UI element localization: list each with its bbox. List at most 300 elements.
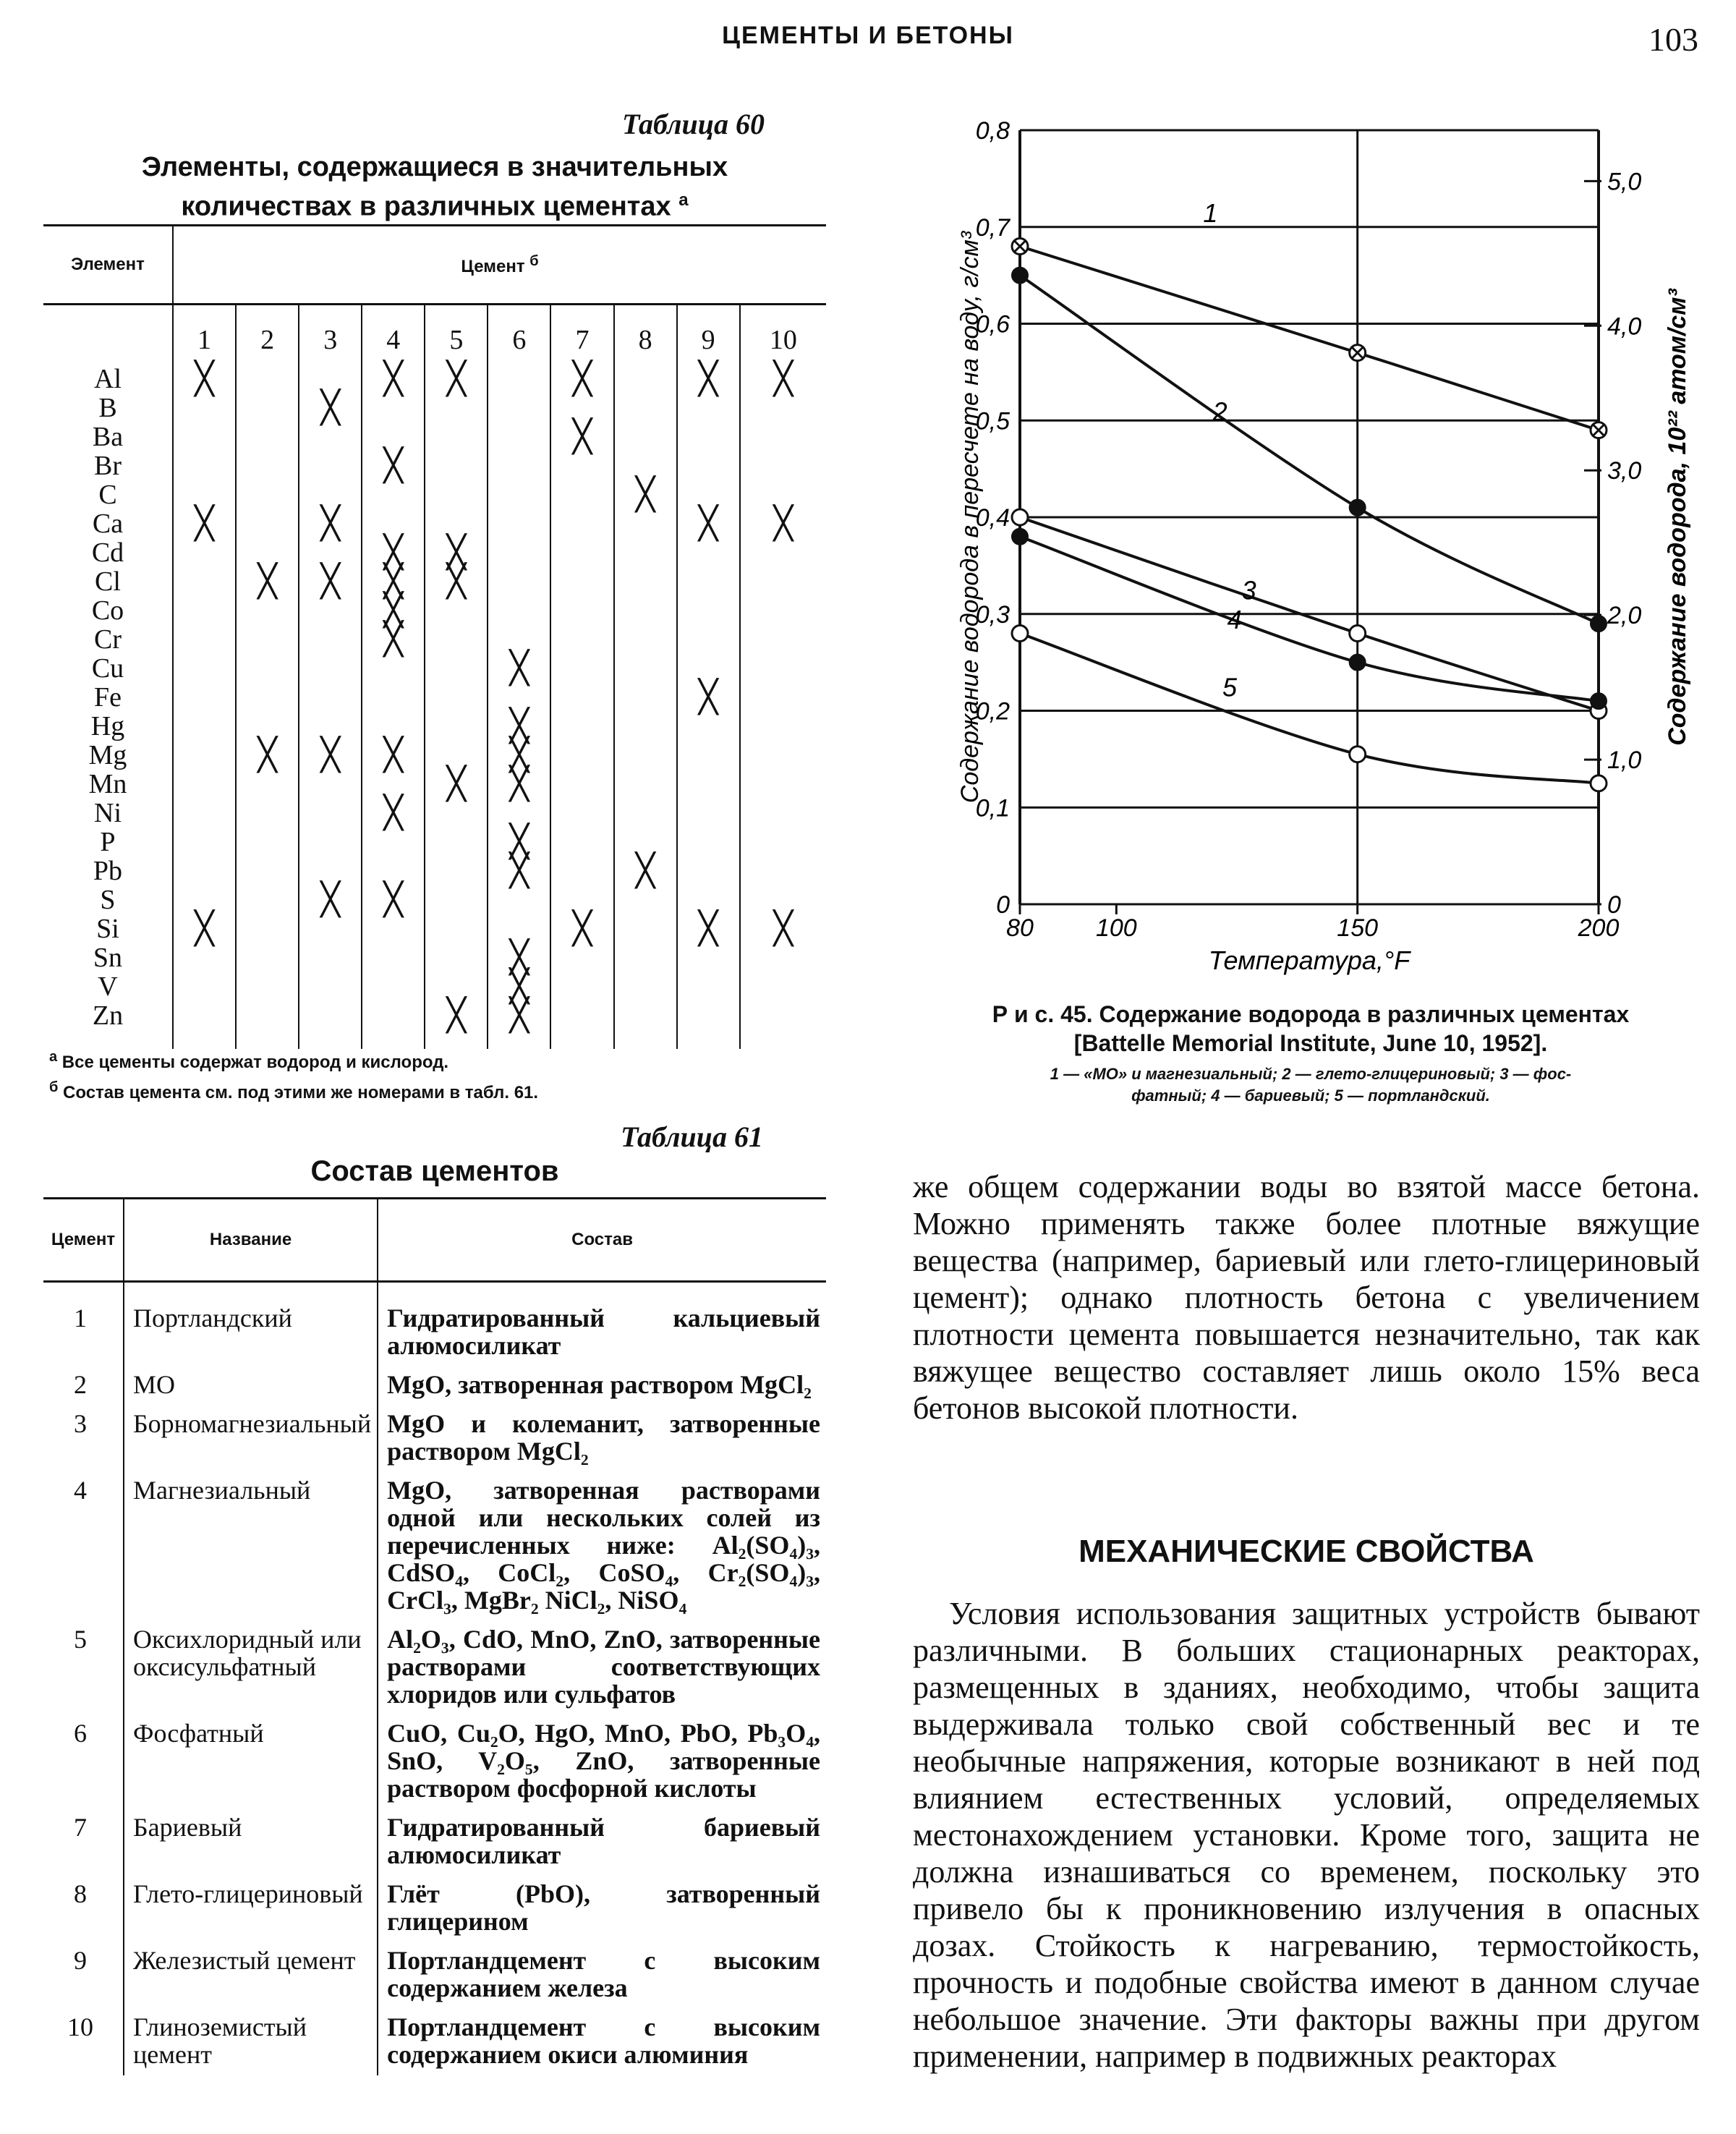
table60-row (43, 509, 826, 538)
table61-cell-num: 4 (74, 1476, 87, 1505)
cross-mark-icon: ╳ (773, 505, 793, 542)
table60-cell (299, 736, 362, 773)
table60-title-line2-wrap (43, 184, 826, 224)
table60-cell (677, 451, 740, 480)
table60-cell (488, 509, 550, 538)
table60-cell (614, 625, 677, 654)
table60-element-symbol: V (98, 972, 118, 1002)
cross-mark-icon: ╳ (258, 736, 277, 773)
x-tick-label: 80 (1006, 914, 1034, 942)
table60-cell (677, 972, 740, 1001)
cross-mark-icon: ╳ (635, 852, 655, 889)
table60-cell (740, 770, 826, 799)
cross-mark-icon: ╳ (773, 910, 793, 947)
table61-cell-num: 3 (74, 1409, 87, 1438)
y2-tick-label: 4,0 (1607, 313, 1642, 341)
table60-row (43, 856, 826, 885)
table60-cell (236, 828, 299, 856)
table60-cell (299, 881, 362, 918)
table61-cell-num: 10 (67, 2012, 93, 2041)
table60-cell (173, 799, 236, 828)
footnote-a-mark: а (49, 1049, 58, 1065)
cross-mark-icon: ╳ (572, 910, 592, 947)
cross-mark-icon: ╳ (383, 360, 404, 397)
table60-cell (425, 856, 488, 885)
table60-cell (362, 794, 425, 831)
data-point-open (1012, 509, 1028, 525)
table60-cell (550, 712, 613, 741)
table61-cell-comp: Глёт (PbO), затворенный глицерином (378, 1876, 826, 1942)
table60-cell (362, 914, 425, 943)
body-paragraph-2: Условия использования защитных устройств бывают различными. В больших стационарных реакторах, размещенных в зданиях, необходимо, чтобы защита выдерживала только свой собственный вес и те необычные напряжения, которые возникают в ней под влиянием естественных условий, определяемых местонахождением установки. Кроме того, защита не должна изнашиваться со временем, поскольку это привело бы к проникновению излучения в опасных дозах. Стойкость к нагреванию, термостойкость, прочность и подобные свойства имеют в данном случае небольшое значение. Эти факторы важны при другом применении, например в подвижных реакторах (913, 1596, 1700, 2074)
table61-cell-comp: CuO, Cu₂O, HgO, MnO, PbO, Pb₃O₄, SnO, V₂O₅, ZnO, затворенные раствором фосфорной кислоты (378, 1715, 826, 1809)
y-tick-label: 0,3 (975, 600, 1010, 629)
table60-cell (614, 914, 677, 943)
table60-row (43, 538, 826, 567)
table60-cell (236, 914, 299, 943)
table60-cell (740, 943, 826, 972)
table60-cell (550, 480, 613, 509)
table60-cell (550, 538, 613, 567)
table60-cell (740, 910, 826, 947)
table61-cell-comp: Гидратированный бариевый алюмосиликат (378, 1809, 826, 1876)
table60-row (43, 828, 826, 856)
table60-cell (299, 943, 362, 972)
table60-cell (236, 770, 299, 799)
table60-cell (677, 828, 740, 856)
cross-mark-icon: ╳ (258, 563, 277, 600)
table60-cell (299, 563, 362, 600)
table60-cell (740, 360, 826, 397)
table61-cell-name: Фосфатный (124, 1715, 378, 1809)
cross-mark-icon: ╳ (383, 736, 404, 773)
table61-cell-comp: Портландцемент с высоким содержанием железа (378, 1942, 826, 2009)
table60-cell (299, 914, 362, 943)
running-head: ЦЕМЕНТЫ И БЕТОНЫ (722, 22, 1014, 49)
table60-cell (173, 910, 236, 947)
table60-cell (236, 365, 299, 394)
table60-cell (362, 828, 425, 856)
table60-cell (236, 509, 299, 538)
figure-caption-line2: [Battelle Memorial Institute, June 10, 1952]. (1073, 1030, 1548, 1056)
table60-row (43, 770, 826, 799)
table60-cement-number: 7 (550, 305, 613, 365)
cross-mark-icon: ╳ (383, 592, 404, 629)
table60-cell (236, 394, 299, 422)
footnote-b-mark: б (49, 1079, 59, 1095)
table60-cell (614, 943, 677, 972)
table60-cell (614, 567, 677, 596)
table60-cell (425, 451, 488, 480)
table60-cell (550, 418, 613, 455)
series-label: 4 (1227, 604, 1242, 634)
y-tick-label: 0,2 (975, 697, 1010, 726)
table61-cell-num: 6 (74, 1719, 87, 1748)
table60-cell (740, 422, 826, 451)
table61-header-comp: Состав (378, 1199, 826, 1282)
table60-cell (425, 765, 488, 802)
table60-cell (740, 741, 826, 770)
table60-cell (677, 910, 740, 947)
cross-mark-icon: ╳ (320, 881, 340, 918)
table60-cell (236, 596, 299, 625)
table60-cell (362, 654, 425, 683)
table60-number-row (43, 305, 826, 365)
table60-cell (740, 505, 826, 542)
table60-header-cement (173, 226, 826, 305)
table60-cell (299, 422, 362, 451)
table60-cell (362, 683, 425, 712)
table60-cell (173, 856, 236, 885)
table61-cell-name: Оксихлоридный или оксисульфатный (124, 1621, 378, 1715)
table60-cell (488, 997, 550, 1034)
table60-title-note: а (678, 190, 689, 210)
table60-cell (550, 741, 613, 770)
table60-cement-number: 10 (740, 305, 826, 365)
table60-cell (425, 712, 488, 741)
table60-cell (425, 914, 488, 943)
table60-row (43, 683, 826, 712)
cross-mark-icon: ╳ (773, 360, 793, 397)
table60-cell (614, 712, 677, 741)
table60-caption: Таблица 60 (622, 108, 765, 140)
table60-cell (236, 563, 299, 600)
table60-cell (677, 799, 740, 828)
table61-cell-name: МО (124, 1366, 378, 1406)
table60-cell (677, 422, 740, 451)
cross-mark-icon: ╳ (383, 621, 404, 658)
cross-mark-icon: ╳ (446, 534, 467, 571)
table60-cell (173, 538, 236, 567)
table60-element-symbol: Co (91, 595, 124, 626)
y-tick-label: 0,4 (975, 504, 1010, 532)
table60-cell (299, 1001, 362, 1030)
cross-mark-icon: ╳ (509, 736, 529, 773)
cross-mark-icon: ╳ (446, 360, 467, 397)
table60-cell (488, 538, 550, 567)
table60-cell (299, 596, 362, 625)
table60-cell (299, 389, 362, 426)
table60-cell (677, 770, 740, 799)
table60-cell (173, 505, 236, 542)
table60-cell (614, 422, 677, 451)
table60-cement-number: 8 (614, 305, 677, 365)
table60-cell (614, 885, 677, 914)
table60-cell (173, 683, 236, 712)
table60-cell (550, 654, 613, 683)
table60-cell (614, 770, 677, 799)
table61-cell-comp: MgO, затворенная раствором MgCl₂ (378, 1366, 826, 1406)
data-point-filled (1350, 655, 1366, 671)
table60-element-symbol: Al (94, 364, 122, 394)
table60-header-cement-label: Цемент (461, 256, 525, 276)
table60-cement-number: 5 (425, 305, 488, 365)
table60-row (43, 625, 826, 654)
cross-mark-icon: ╳ (509, 968, 529, 1005)
x-tick-label: 200 (1578, 914, 1620, 942)
table60-cell (488, 596, 550, 625)
table61-title: Состав цементов (310, 1155, 559, 1187)
table60-cell (677, 712, 740, 741)
table60-cell (550, 625, 613, 654)
figure-legend-line2: фатный; 4 — бариевый; 5 — портландский. (1131, 1087, 1490, 1105)
table61-row (43, 1715, 826, 1809)
table61-cell-comp: Гидратированный кальциевый алюмосиликат (378, 1282, 826, 1367)
table60-cell (677, 538, 740, 567)
series-label: 2 (1212, 396, 1227, 427)
table61-cell-name: Бариевый (124, 1809, 378, 1876)
table61-row (43, 1406, 826, 1472)
cross-mark-icon: ╳ (446, 765, 467, 802)
table60-cell (236, 654, 299, 683)
table60-cell (488, 567, 550, 596)
data-point-open (1350, 626, 1366, 642)
table60-row (43, 394, 826, 422)
y-tick-label: 0,7 (975, 213, 1010, 242)
table60-element-symbol: Ba (92, 422, 124, 452)
table60-cell (488, 765, 550, 802)
table60-row (43, 451, 826, 480)
table60-cell (550, 799, 613, 828)
table60-cell (677, 856, 740, 885)
cross-mark-icon: ╳ (383, 534, 404, 571)
table60-row (43, 914, 826, 943)
table60-header-element: Элемент (43, 226, 173, 305)
table60-cell (550, 1001, 613, 1030)
y2-tick-label: 0 (1607, 891, 1621, 919)
table60-cell (550, 770, 613, 799)
table60-cell (488, 480, 550, 509)
table60-cell (740, 856, 826, 885)
cross-mark-icon: ╳ (383, 881, 404, 918)
table60-cement-number: 2 (236, 305, 299, 365)
series-line-5 (1020, 634, 1599, 783)
table61-cell-num: 9 (74, 1946, 87, 1975)
data-point-open (1350, 747, 1366, 762)
cross-mark-icon: ╳ (698, 505, 718, 542)
table60-cell (677, 596, 740, 625)
table61-cell-name: Глиноземистый цемент (124, 2009, 378, 2075)
table60-cell (614, 394, 677, 422)
table60-cell (614, 654, 677, 683)
cross-mark-icon: ╳ (572, 418, 592, 455)
table61-header-name: Название (124, 1199, 378, 1282)
table60-header-row (43, 226, 826, 305)
x-tick-label: 150 (1337, 914, 1379, 942)
table60-cell (425, 596, 488, 625)
table60-row (43, 943, 826, 972)
table60-row (43, 972, 826, 1001)
y-tick-label: 0,8 (975, 117, 1010, 145)
footnote-b (49, 1075, 830, 1105)
y-tick-label: 0,5 (975, 407, 1010, 435)
table60-cement-number: 4 (362, 305, 425, 365)
table60-cell (362, 943, 425, 972)
table61-caption: Таблица 61 (621, 1121, 763, 1153)
table60-footnotes (49, 1045, 830, 1105)
data-point-filled (1012, 529, 1028, 545)
table60-cell (173, 972, 236, 1001)
table61-cell-name: Магнезиальный (124, 1472, 378, 1621)
table60-cell (236, 885, 299, 914)
figure-caption (913, 1000, 1709, 1058)
x-tick-label: 100 (1095, 914, 1137, 942)
table60-element-symbol: S (100, 885, 116, 915)
y2-tick-label: 3,0 (1607, 457, 1642, 485)
table60-cell (299, 770, 362, 799)
table60-cell (614, 538, 677, 567)
table60-cement-number: 3 (299, 305, 362, 365)
cross-mark-icon: ╳ (195, 360, 214, 397)
table60-element-symbol: Si (96, 914, 119, 944)
table61-cell-num: 1 (74, 1304, 87, 1332)
table61-row (43, 1282, 826, 1367)
table60-cell (362, 972, 425, 1001)
y2-tick-label: 1,0 (1607, 747, 1642, 775)
table60-cell (740, 828, 826, 856)
table61-row (43, 2009, 826, 2075)
table60-cell (299, 625, 362, 654)
table60-row (43, 596, 826, 625)
table61-cell-num: 5 (74, 1625, 87, 1654)
table60-cell (740, 567, 826, 596)
table60-cell (362, 621, 425, 658)
table60-cell (614, 365, 677, 394)
table60-cell (173, 625, 236, 654)
table61-body (43, 1282, 826, 2076)
table60-cement-number: 1 (173, 305, 236, 365)
table61-cell-comp: Портландцемент с высоким содержанием окиси алюминия (378, 2009, 826, 2075)
cross-mark-icon: ╳ (572, 360, 592, 397)
table60-cell (299, 451, 362, 480)
table61-cell-name: Борномагнезиальный (124, 1406, 378, 1472)
table60-cell (236, 943, 299, 972)
table60-cell (740, 538, 826, 567)
table60-element-symbol: Sn (93, 943, 123, 973)
table60-cell (362, 1001, 425, 1030)
table60-cell (425, 683, 488, 712)
table60-cell (173, 422, 236, 451)
table60-cell (362, 394, 425, 422)
cross-mark-icon: ╳ (635, 476, 655, 513)
table60-cell (236, 736, 299, 773)
table60-cell (299, 654, 362, 683)
hydrogen-content-chart (940, 109, 1707, 991)
table60-cell (236, 451, 299, 480)
table60-cell (299, 828, 362, 856)
series-label: 1 (1203, 198, 1218, 229)
table61-row (43, 1876, 826, 1942)
table60-cell (425, 799, 488, 828)
table60-cell (299, 972, 362, 1001)
table60-element-symbol: Ni (94, 798, 122, 828)
data-point-filled (1591, 693, 1607, 709)
cross-mark-icon: ╳ (509, 852, 529, 889)
cross-mark-icon: ╳ (446, 563, 467, 600)
series-label: 3 (1241, 575, 1256, 605)
table60-title-line2: количествах в различных цементах (181, 191, 671, 222)
table60-cell (740, 1001, 826, 1030)
table60-cell (550, 567, 613, 596)
table60-title (43, 150, 826, 224)
table60-cell (614, 741, 677, 770)
table60-cell (299, 505, 362, 542)
table60-element-symbol: Pb (93, 856, 123, 886)
table60-cell (740, 596, 826, 625)
table60-cell (362, 881, 425, 918)
table60-cell (425, 422, 488, 451)
figure-legend-line1: 1 — «МО» и магнезиальный; 2 — глето-глицериновый; 3 — фос- (1050, 1065, 1572, 1083)
table60-cell (488, 852, 550, 889)
cross-mark-icon: ╳ (320, 736, 340, 773)
table61-cell-name: Глето-глицериновый (124, 1876, 378, 1942)
table61-row (43, 1472, 826, 1621)
table60-cell (362, 736, 425, 773)
table60-cell (740, 625, 826, 654)
table60-cell (677, 679, 740, 715)
table60-cell (425, 828, 488, 856)
table60-cell (677, 394, 740, 422)
cross-mark-icon: ╳ (195, 505, 214, 542)
table61-cell-num: 7 (74, 1813, 87, 1842)
table61-cell-comp: MgO, затворенная растворами одной или нескольких солей из перечисленных ниже: Al₂(SO₄)₃, CdSO₄, CoCl₂, CoSO₄, Cr₂(SO₄)₃, CrCl₃, MgBr₂ NiCl₂, NiSO₄ (378, 1472, 826, 1621)
table60-cell (488, 451, 550, 480)
table61-cell-comp: Al₂O₃, CdO, MnO, ZnO, затворенные растворами соответствующих хлоридов или сульфатов (378, 1621, 826, 1715)
table60-cell (425, 563, 488, 600)
table60-element-symbol: Br (94, 451, 122, 481)
cross-mark-icon: ╳ (320, 389, 340, 426)
table60-cell (236, 1001, 299, 1030)
table60-cell (550, 509, 613, 538)
table60-cell (173, 828, 236, 856)
figure-caption-line1: Р и с. 45. Содержание водорода в различных цементах (992, 1001, 1630, 1027)
y-tick-label: 0 (996, 891, 1010, 919)
table60-cell (236, 683, 299, 712)
table60-cell (550, 596, 613, 625)
table60-cell (173, 1001, 236, 1030)
table60-cell (488, 885, 550, 914)
table60-cell (236, 972, 299, 1001)
table60-cell (550, 683, 613, 712)
table60-cell (173, 567, 236, 596)
table60-cell (362, 360, 425, 397)
cross-mark-icon: ╳ (698, 679, 718, 715)
table60-cell (173, 770, 236, 799)
table60-cell (299, 683, 362, 712)
table60-cell (550, 828, 613, 856)
table60-cell (614, 509, 677, 538)
table60-row (43, 1001, 826, 1030)
series-label: 5 (1222, 672, 1238, 702)
table60-cell (740, 972, 826, 1001)
table60-cell (614, 799, 677, 828)
table60-cell (677, 943, 740, 972)
table60-cell (740, 394, 826, 422)
data-point-open (1591, 775, 1607, 791)
figure-legend (913, 1063, 1709, 1107)
table60-element-symbol: Cu (91, 653, 124, 684)
y2-tick-label: 5,0 (1607, 168, 1642, 196)
table61-header-row (43, 1199, 826, 1282)
table60-cell (550, 451, 613, 480)
table60-element-symbol: Fe (94, 682, 122, 713)
table61-header-num: Цемент (43, 1199, 124, 1282)
table60-cell (677, 567, 740, 596)
table60-cell (425, 394, 488, 422)
y-axis-label: Содержание водорода в пересчете на воду, г/см³ (956, 231, 984, 804)
page-number: 103 (1648, 21, 1698, 58)
table60-body (43, 305, 826, 1050)
